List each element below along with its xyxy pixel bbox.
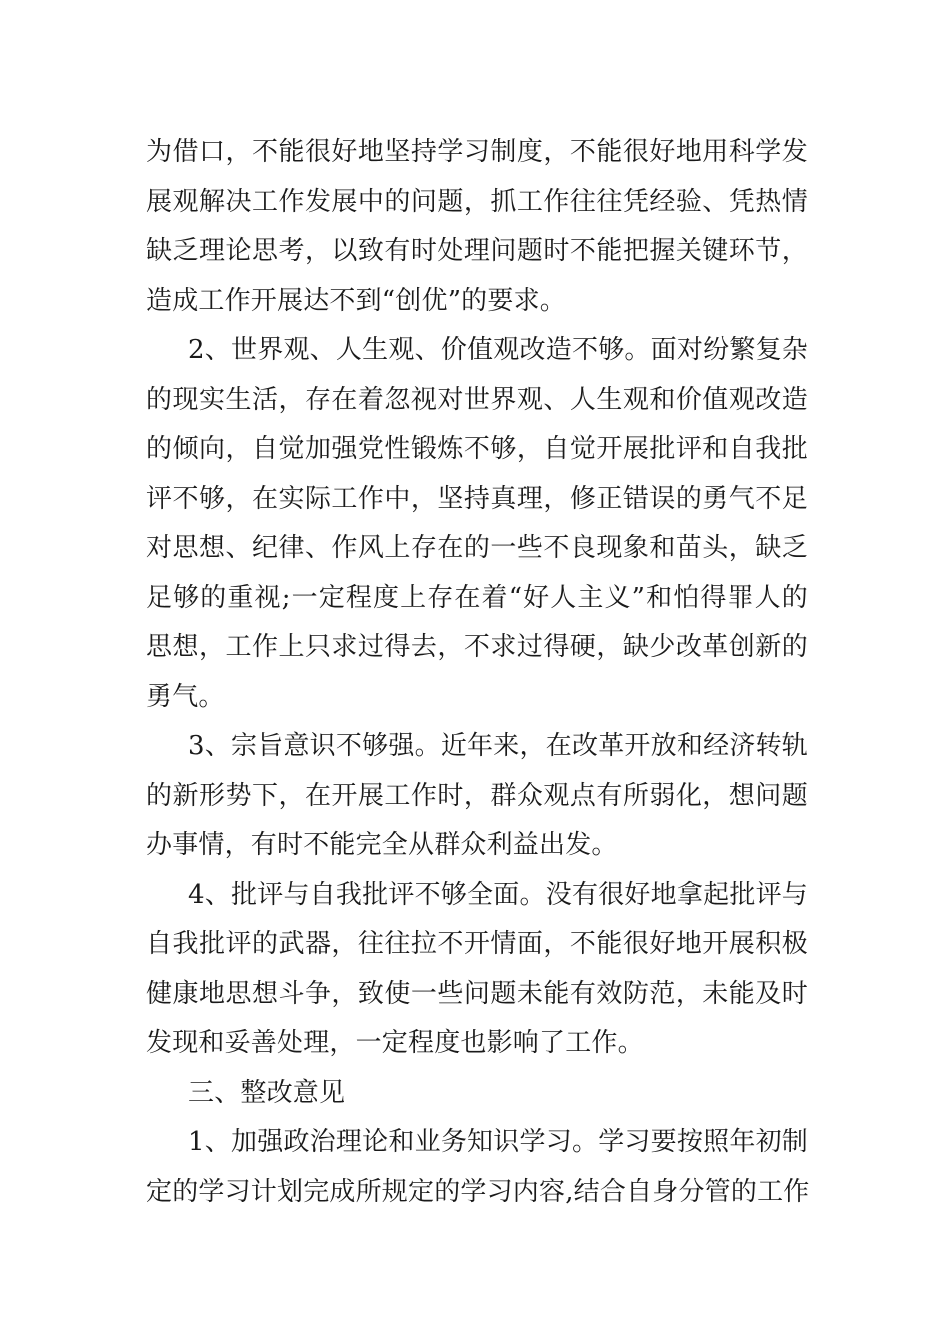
text-line: 1、加强政治理论和业务知识学习。学习要按照年初制	[188, 1127, 808, 1157]
text-line: 的倾向，自觉加强党性锻炼不够，自觉开展批评和自我批	[146, 434, 808, 464]
text-line: 发现和妥善处理，一定程度也影响了工作。	[146, 1028, 644, 1058]
text-line: 的新形势下，在开展工作时，群众观点有所弱化，想问题	[146, 780, 808, 811]
text-line: 缺乏理论思考，以致有时处理问题时不能把握关键环节，	[146, 236, 808, 266]
text-line: 3、宗旨意识不够强。近年来，在改革开放和经济转轨	[188, 731, 808, 761]
text-line: 4、批评与自我批评不够全面。没有很好地拿起批评与	[188, 879, 808, 910]
text-line: 2、世界观、人生观、价值观改造不够。面对纷繁复杂	[188, 335, 808, 365]
text-line: 勇气。	[146, 681, 225, 712]
text-line: 足够的重视;一定程度上存在着“好人主义”和怕得罪人的	[146, 582, 808, 613]
text-line: 为借口，不能很好地坚持学习制度，不能很好地用科学发	[146, 137, 808, 167]
text-line: 造成工作开展达不到“创优”的要求。	[146, 285, 566, 316]
text-line: 健康地思想斗争，致使一些问题未能有效防范，未能及时	[146, 978, 808, 1009]
text-line: 自我批评的武器，往往拉不开情面，不能很好地开展积极	[146, 929, 808, 959]
text-line: 评不够，在实际工作中，坚持真理，修正错误的勇气不足	[146, 483, 808, 514]
text-line: 对思想、纪律、作风上存在的一些不良现象和苗头，缺乏	[146, 533, 808, 563]
text-line: 思想，工作上只求过得去，不求过得硬，缺少改革创新的	[146, 632, 808, 662]
text-line: 展观解决工作发展中的问题，抓工作往往凭经验、凭热情	[146, 186, 808, 217]
document-body	[146, 128, 808, 1217]
text-line: 定的学习计划完成所规定的学习内容,结合自身分管的工作	[146, 1176, 810, 1207]
text-line: 三、整改意见	[188, 1077, 346, 1108]
text-line: 办事情，有时不能完全从群众利益出发。	[146, 830, 618, 860]
text-line: 的现实生活，存在着忽视对世界观、人生观和价值观改造	[146, 384, 808, 415]
